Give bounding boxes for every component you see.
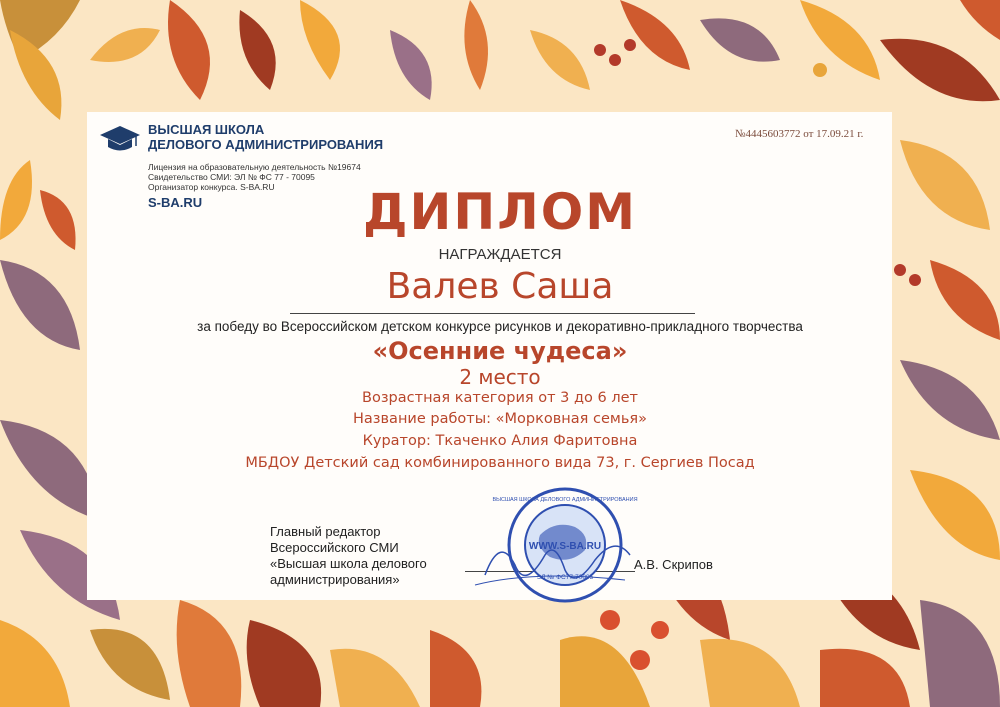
signature-scribble — [455, 515, 655, 605]
org-name-line2: ДЕЛОВОГО АДМИНИСТРИРОВАНИЯ — [148, 137, 384, 152]
diploma-title: ДИПЛОМ — [362, 183, 637, 241]
stamp-ring-text: ВЫСШАЯ ШКОЛА ДЕЛОВОГО АДМИНИСТРИРОВАНИЯ — [492, 497, 638, 503]
website-link[interactable]: S-BA.RU — [148, 195, 203, 210]
graduation-cap-icon — [100, 124, 140, 154]
editor-title-line2: Всероссийского СМИ — [270, 540, 399, 555]
editor-title-line4: администрирования» — [270, 572, 400, 587]
editor-title-line3: «Высшая школа делового — [270, 556, 427, 571]
recipient-name: Валев Саша — [386, 266, 614, 307]
org-name-line1: ВЫСШАЯ ШКОЛА — [148, 122, 265, 137]
name-underline — [290, 313, 695, 314]
document-number: №4445603772 от 17.09.21 г. — [735, 128, 864, 140]
stamp-reg-text: ЭЛ № ФС77-70095 — [536, 574, 594, 581]
editor-title-line1: Главный редактор — [270, 524, 381, 539]
institution: МБДОУ Детский сад комбинированного вида 73, г. Сергиев Посад — [245, 455, 755, 471]
media-certificate-text: Свидетельство СМИ: ЭЛ № ФС 77 - 70095 — [148, 172, 315, 182]
place-text: 2 место — [459, 365, 541, 389]
organizer-text: Организатор конкурса. S-BA.RU — [148, 182, 275, 192]
contest-name: «Осенние чудеса» — [372, 337, 628, 365]
curator: Куратор: Ткаченко Алия Фаритовна — [362, 433, 638, 449]
work-title: Название работы: «Морковная семья» — [353, 411, 647, 427]
stamp-center-text: WWW.S-BA.RU — [528, 541, 602, 552]
signer-name: А.В. Скрипов — [634, 557, 713, 572]
age-category: Возрастная категория от 3 до 6 лет — [362, 390, 638, 406]
awarded-label: НАГРАЖДАЕТСЯ — [438, 246, 562, 263]
license-text: Лицензия на образовательную деятельность №19674 — [148, 162, 361, 172]
victory-text: за победу во Всероссийском детском конкурсе рисунков и декоративно-прикладного творчества — [197, 319, 803, 334]
